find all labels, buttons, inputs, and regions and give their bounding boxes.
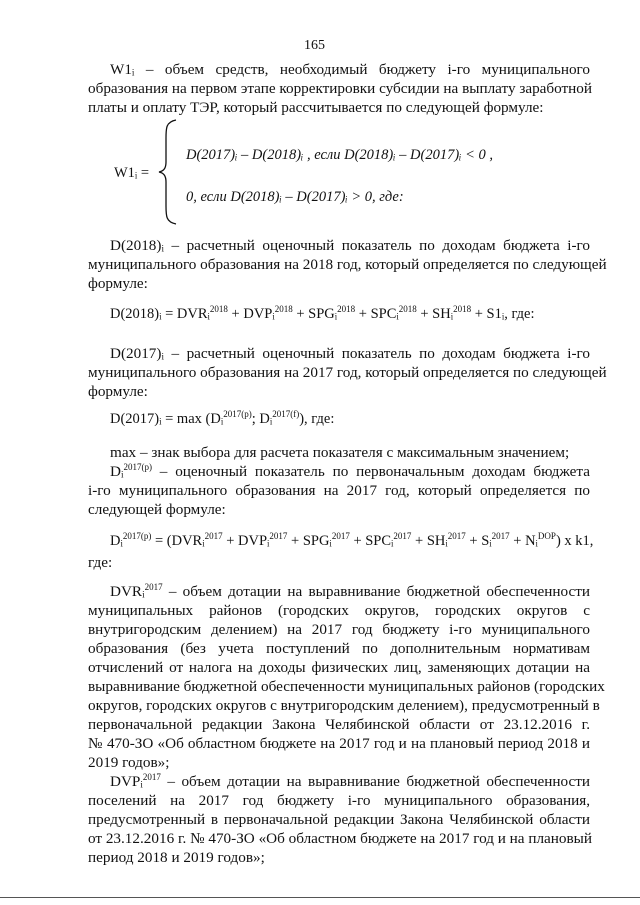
d2017-sup-2: 2017(f) <box>272 409 300 419</box>
dvr-definition-line-2: муниципальных районов (городских округов, городских округов с <box>88 602 590 619</box>
dvr-definition-line-6: выравнивание бюджетной обеспеченности муниципальных районов (городских <box>88 678 605 695</box>
dp-f-b: = (DVRᵢ <box>151 533 205 549</box>
dp-f-h: + Nᵢ <box>509 533 538 549</box>
dp-definition-rest: – оценочный показатель по первоначальным доходам бюджета <box>151 463 590 480</box>
dvr-head: DVRᵢ <box>110 583 145 600</box>
dp-definition-line-3: следующей формуле: <box>88 501 226 518</box>
dp-f-a: Dᵢ <box>110 533 123 549</box>
d2018-formula <box>110 305 535 324</box>
dvr-definition-line-10: 2019 годов»; <box>88 754 170 771</box>
d2018-sup-2: 2018 <box>274 304 293 314</box>
max-definition: max – знак выбора для расчета показателя с максимальным значением; <box>110 444 570 461</box>
dp-f-s4: 2017 <box>331 531 350 541</box>
dp-f-s2: 2017 <box>204 531 223 541</box>
dvr-definition-line-5: отчислений от налога на доходы физических лиц, заменяющих дотации на <box>88 659 590 676</box>
d2017-term-3: ), где: <box>299 411 335 427</box>
d2017-sup-1: 2017(p) <box>223 409 252 419</box>
w1-definition-line-3: платы и оплату ТЭР, который рассчитывается по следующей формуле: <box>88 99 544 116</box>
dp-formula-where: где: <box>88 554 113 571</box>
dvr-definition-line-4: образования (без учета поступлений по дополнительным нормативам <box>88 640 590 657</box>
d2018-definition-line-3: формуле: <box>88 275 148 292</box>
dvr-definition-line-9: № 470-ЗО «Об областном бюджете на 2017 год и на плановый период 2018 и <box>88 735 590 752</box>
dp-f-s1: 2017(p) <box>122 531 152 541</box>
dp-f-s5: 2017 <box>393 531 412 541</box>
d2018-sup-3: 2018 <box>337 304 356 314</box>
dvp-definition-line-3: предусмотренный в первоначальной редакции Закона Челябинской области <box>88 811 590 828</box>
d2018-term-2: + DVPᵢ <box>227 306 275 322</box>
dvr-definition-line-8: первоначальной редакции Закона Челябинской области от 23.12.2016 г. <box>88 716 590 733</box>
dp-f-s8: DOP <box>537 531 556 541</box>
dvr-definition-line-3: внутригородским делением) на 2017 год бюджету i-го муниципального <box>88 621 590 638</box>
d2017-definition-line-3: формуле: <box>88 383 148 400</box>
dp-head-sup: 2017(p) <box>123 462 152 472</box>
dp-formula <box>110 532 593 551</box>
dvr-head-sup: 2017 <box>144 582 163 592</box>
d2018-definition-line-2: муниципального образования на 2018 год, который определяется по следующей <box>88 256 607 273</box>
d2018-definition-line-1: D(2018)ᵢ – расчетный оценочный показатель по доходам бюджета i-го <box>110 237 590 254</box>
dvp-definition-line-1 <box>110 772 590 791</box>
d2017-term-2: ; Dᵢ <box>251 411 273 427</box>
dp-f-s7: 2017 <box>491 531 510 541</box>
d2018-term-3: + SPGᵢ <box>292 306 338 322</box>
dvp-head-sup: 2017 <box>142 772 161 782</box>
dvp-head: DVPᵢ <box>110 773 143 790</box>
dp-f-c: + DVPᵢ <box>222 533 270 549</box>
dp-head: Dᵢ <box>110 463 124 480</box>
d2017-definition-line-2: муниципального образования на 2017 год, который определяется по следующей <box>88 364 607 381</box>
w1-definition-line-1: W1ᵢ – объем средств, необходимый бюджету i-го муниципального <box>110 61 590 78</box>
d2018-sup-1: 2018 <box>209 304 228 314</box>
d2018-term-5: + SHᵢ <box>416 306 454 322</box>
page-number: 165 <box>304 38 325 53</box>
dvp-definition-line-4: от 23.12.2016 г. № 470-ЗО «Об областном бюджете на 2017 год и на плановый <box>88 830 593 847</box>
dvr-definition-line-1 <box>110 582 590 601</box>
dp-f-f: + SHᵢ <box>411 533 448 549</box>
d2017-definition-line-1: D(2017)ᵢ – расчетный оценочный показатель по доходам бюджета i-го <box>110 345 590 362</box>
page-bottom-rule <box>0 897 640 898</box>
d2017-formula-lhs: D(2017)ᵢ = max (Dᵢ <box>110 411 224 427</box>
dp-f-s3: 2017 <box>269 531 288 541</box>
dvp-definition-line-5: период 2018 и 2019 годов»; <box>88 849 265 866</box>
dvr-definition-rest: – объем дотации на выравнивание бюджетной обеспеченности <box>162 583 590 600</box>
w1-definition-line-2: образования на первом этапе корректировки субсидии на выплату заработной <box>88 80 593 97</box>
d2018-term-4: + SPCᵢ <box>355 306 399 322</box>
dp-f-i: ) x k1, <box>555 533 594 549</box>
dvr-definition-line-7: округов, городских округов с внутригородским делением), предусмотренный в <box>88 697 600 714</box>
dvp-definition-line-2: поселений на 2017 год бюджету i-го муниципального образования, <box>88 792 590 809</box>
d2017-formula <box>110 410 334 429</box>
dp-f-e: + SPCᵢ <box>349 533 394 549</box>
w1-formula-lhs: W1ᵢ = <box>114 165 150 181</box>
dp-f-g: + Sᵢ <box>465 533 492 549</box>
d2018-sup-5: 2018 <box>453 304 472 314</box>
dp-f-s6: 2017 <box>447 531 466 541</box>
dp-definition-line-1 <box>110 462 590 481</box>
d2018-term-6: + S1ᵢ, где: <box>471 306 535 322</box>
d2018-formula-lhs: D(2018)ᵢ = DVRᵢ <box>110 306 210 322</box>
w1-formula-case-1: D(2017)ᵢ – D(2018)ᵢ , если D(2018)ᵢ – D(2017)ᵢ < 0 , <box>186 147 493 163</box>
left-brace <box>156 118 180 226</box>
dp-definition-line-2: i-го муниципального образования на 2017 год, который определяется по <box>88 482 590 499</box>
w1-formula-case-2: 0, если D(2018)ᵢ – D(2017)ᵢ > 0, где: <box>186 189 404 205</box>
dvp-definition-rest: – объем дотации на выравнивание бюджетной обеспеченности <box>160 773 590 790</box>
d2018-sup-4: 2018 <box>398 304 417 314</box>
dp-f-d: + SPGᵢ <box>287 533 332 549</box>
